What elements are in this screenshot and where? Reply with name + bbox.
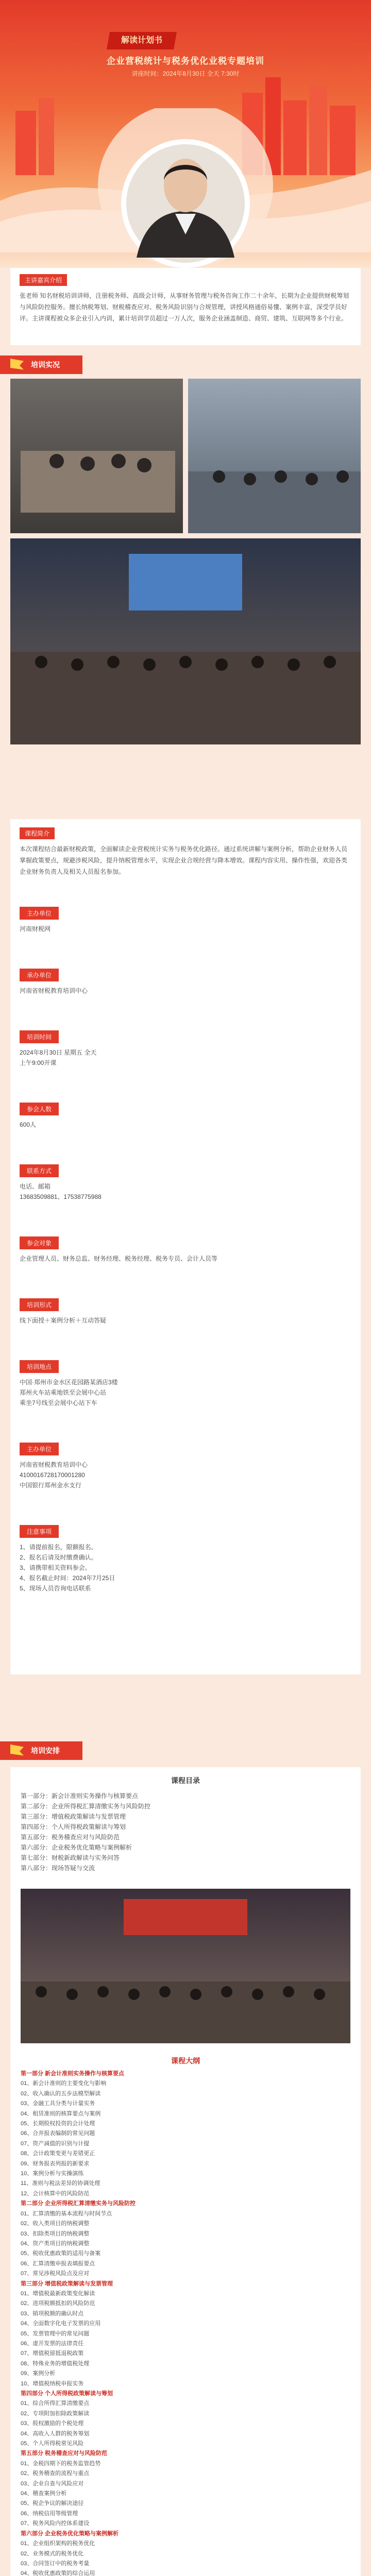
outline-item: 07、资产减值的识别与计提 — [21, 2140, 90, 2147]
info-item — [10, 1360, 361, 1408]
outline-item: 11、准则与税法差异的协调处理 — [21, 2180, 100, 2187]
hero-subtitle: 讲座时间：2024年8月30日 全天 7:30时 — [131, 70, 240, 77]
course-item: 第四部分：个人所得税政策解读与筹划 — [21, 1823, 126, 1831]
flag-icon — [10, 359, 24, 371]
info-item-value: 电话、邮箱 13683509881、17538775988 — [20, 1183, 102, 1200]
outline-item: 06、虚开发票的法律责任 — [21, 2340, 84, 2347]
info-item-value: 中国·郑州市金水区花园路某酒店3楼 郑州火车站乘地铁至会展中心站 乘坐7号线至会展中心站下车 — [20, 1379, 118, 1406]
outline-item: 08、会计政策变更与差错更正 — [21, 2150, 95, 2157]
outline-item: 02、进项税额抵扣的风险防范 — [21, 2300, 95, 2307]
info-item — [10, 1443, 361, 1490]
outline-item: 02、收入类项目的纳税调整 — [21, 2221, 90, 2227]
outline-heading: 第三部分 增值税政策解读与发票管理 — [21, 2280, 113, 2287]
outline-item: 01、企业组织架构的税务优化 — [21, 2540, 95, 2547]
outline-item: 03、合同签订中的税务考量 — [21, 2560, 90, 2567]
outline-item: 10、案例分析与实操演练 — [21, 2171, 84, 2177]
course-list-title: 课程目录 — [171, 1776, 200, 1785]
info-item-value: 河南省财税教育培训中心 4100016728170001280 中国银行郑州金水支行 — [20, 1461, 88, 1489]
teacher-intro-panel — [10, 268, 361, 345]
info-item — [10, 1164, 361, 1202]
course-list — [21, 1791, 350, 1873]
info-item — [10, 1103, 361, 1130]
training-photo — [10, 379, 183, 533]
outline-item: 01、汇算清缴的基本流程与时间节点 — [21, 2210, 112, 2217]
info-item-title: 培训时间 — [20, 1030, 59, 1043]
training-photo — [188, 379, 361, 533]
classroom-photo — [21, 1889, 350, 2043]
info-item-value: 2024年8月30日 星期五 全天 上午9:00开课 — [20, 1049, 97, 1066]
flag-icon — [10, 1744, 24, 1757]
training-photo-wide — [10, 538, 361, 744]
building-decoration — [39, 98, 54, 175]
outline-item: 12、会计核算中的风险防范 — [21, 2190, 90, 2197]
intro-text: 本次课程结合最新财税政策，全面解读企业营税统计实务与税务优化路径。通过系统讲解与案例分析，帮助企业财务人员掌握政策要点，规避涉税风险，提升纳税管理水平，实现企业合规经营与降本增效。课程内容实用、操作性强，欢迎各类企业财务负责人及相关人员报名参加。 — [20, 845, 348, 875]
info-item — [10, 1298, 361, 1326]
outline-item: 03、企业自查与风险应对 — [21, 2480, 84, 2487]
teacher-bio: 张老师 知名财税培训讲师，注册税务师、高级会计师，从事财务管理与税务咨询工作二十余年，长期为企业提供财税筹划与风险防控服务。擅长纳税筹划、财税稽查应对、税务风险识别与合规管理，讲授风格通俗易懂、案例丰富，深受学员好评。主讲课程被众多企业引入内训，累计培训学员超过一万人次，服务企业涵盖制造、商贸、建筑、互联网等多个行业。 — [20, 292, 349, 322]
outline-item: 05、个人所得税常见风险 — [21, 2441, 84, 2447]
outline-item: 05、税企争议的解决途径 — [21, 2500, 84, 2507]
outline-item: 05、长期股权投资的会计处理 — [21, 2121, 95, 2127]
outline-item: 01、增值税最新政策变化解读 — [21, 2290, 95, 2297]
info-item-title: 承办单位 — [20, 969, 59, 981]
info-item — [10, 1525, 361, 1594]
info-item-value: 河南省财税教育培训中心 — [20, 987, 88, 994]
info-item-title: 培训地点 — [20, 1360, 59, 1373]
course-item: 第二部分：企业所得税汇算清缴实务与风险防控 — [21, 1803, 151, 1810]
outline-item: 03、扣除类项目的纳税调整 — [21, 2230, 90, 2237]
building-decoration — [309, 85, 327, 175]
outline-item: 03、股权激励的个税处理 — [21, 2420, 84, 2427]
info-item-value: 河南财税网 — [20, 925, 51, 933]
info-item-title: 联系方式 — [20, 1164, 59, 1177]
outline-list — [21, 2069, 350, 2576]
photos-section-header: 培训实况 — [0, 355, 82, 374]
intro-label: 课程简介 — [20, 827, 55, 839]
course-item: 第七部分：财税新政解读与实务问答 — [21, 1854, 120, 1861]
hero-title: 企业营税统计与税务优化业税专题培训 — [107, 56, 264, 66]
courses-section-header: 培训安排 — [0, 1741, 82, 1760]
outline-item: 04、税收优惠政策的综合运用 — [21, 2570, 95, 2576]
course-item: 第五部分：税务稽查应对与风险防范 — [21, 1834, 120, 1841]
outline-item: 04、资产类项目的纳税调整 — [21, 2240, 90, 2247]
outline-item: 08、特殊业务的增值税处理 — [21, 2360, 90, 2367]
building-decoration — [15, 111, 36, 175]
outline-item: 04、稽查案例分析 — [21, 2490, 67, 2497]
outline-heading: 第四部分 个人所得税政策解读与筹划 — [21, 2391, 113, 2397]
outline-item: 04、全面数字化电子发票的应用 — [21, 2320, 101, 2327]
info-item-value: 600人 — [20, 1121, 37, 1128]
hero-tag: 解读计划书 — [107, 32, 177, 49]
info-item-title: 培训形式 — [20, 1298, 59, 1311]
outline-item: 03、金融工具分类与计量实务 — [21, 2100, 95, 2107]
outline-heading: 第一部分 新会计准则实务操作与核算要点 — [21, 2071, 125, 2077]
info-item-value: 线下面授＋案例分析＋互动答疑 — [20, 1317, 107, 1324]
outline-item: 02、业务模式的税务优化 — [21, 2550, 84, 2557]
info-item — [10, 1236, 361, 1264]
outline-item: 02、收入确认的五步法模型解读 — [21, 2090, 101, 2097]
info-item-value: 1、请提前报名，限额报名。 2、报名后请及时缴费确认。 3、请携带相关资料参会。 4、报名截止时间：2024年7月25日 5、现场人员咨询电话联系 — [20, 1544, 115, 1592]
outline-heading: 第二部分 企业所得税汇算清缴实务与风险防控 — [21, 2200, 136, 2207]
outline-item: 06、汇算清缴申报表填报要点 — [21, 2260, 95, 2267]
building-decoration — [283, 100, 307, 175]
speaker-portrait — [88, 108, 283, 268]
outline-item: 04、高收入人群的税务筹划 — [21, 2430, 90, 2437]
outline-item: 02、专项附加扣除政策解读 — [21, 2410, 90, 2417]
outline-item: 04、租赁准则的核算要点与案例 — [21, 2110, 101, 2117]
outline-item: 01、新会计准则的主要变化与影响 — [21, 2080, 107, 2087]
info-item-title: 参会人数 — [20, 1103, 59, 1115]
course-item: 第三部分：增值税政策解读与发票管理 — [21, 1813, 126, 1820]
outline-item: 03、销项税额的确认时点 — [21, 2310, 84, 2317]
outline-item: 05、税收优惠政策的适用与备案 — [21, 2250, 101, 2257]
teacher-intro-label: 主讲嘉宾介绍 — [20, 274, 67, 286]
outline-heading: 第五部分 税务稽查应对与风险防范 — [21, 2450, 108, 2457]
outline-item: 06、合并报表编制的常见问题 — [21, 2130, 95, 2137]
outline-item: 05、发票管理中的常见问题 — [21, 2330, 90, 2337]
info-item-title: 参会对象 — [20, 1236, 59, 1249]
outline-item: 09、财务报表列报的新要求 — [21, 2160, 90, 2167]
outline-item: 07、增值税留抵退税政策 — [21, 2350, 84, 2357]
info-item — [10, 969, 361, 996]
info-item — [10, 907, 361, 934]
courses-panel — [10, 1767, 361, 2576]
info-item-value: 企业管理人员、财务总监、财务经理、税务经理、税务专员、会计人员等 — [20, 1255, 218, 1262]
building-decoration — [330, 106, 356, 175]
outline-item: 07、常见涉税风险点及应对 — [21, 2270, 90, 2277]
info-item-title: 主办单位 — [20, 1443, 59, 1455]
outline-item: 07、税务风险内控体系建设 — [21, 2520, 90, 2527]
outline-item: 06、纳税信用等级管理 — [21, 2510, 78, 2517]
outline-title: 课程大纲 — [171, 2057, 200, 2065]
outline-item: 01、金税四期下的税务监管趋势 — [21, 2460, 101, 2467]
course-item: 第一部分：新会计准则实务操作与核算要点 — [21, 1792, 139, 1800]
outline-item: 09、案例分析 — [21, 2370, 56, 2377]
outline-item: 10、增值税纳税申报实务 — [21, 2380, 84, 2387]
course-item: 第六部分：企业税务优化策略与案例解析 — [21, 1844, 132, 1851]
course-item: 第八部分：现场答疑与交流 — [21, 1865, 95, 1872]
hero-banner — [0, 0, 371, 268]
info-item — [10, 1030, 361, 1068]
outline-heading: 第六部分 企业税务优化策略与案例解析 — [21, 2530, 119, 2537]
info-item-title: 注意事项 — [20, 1525, 59, 1538]
outline-item: 01、综合所得汇算清缴要点 — [21, 2400, 90, 2407]
info-item-title: 主办单位 — [20, 907, 59, 920]
outline-item: 02、税务稽查的流程与重点 — [21, 2470, 90, 2477]
